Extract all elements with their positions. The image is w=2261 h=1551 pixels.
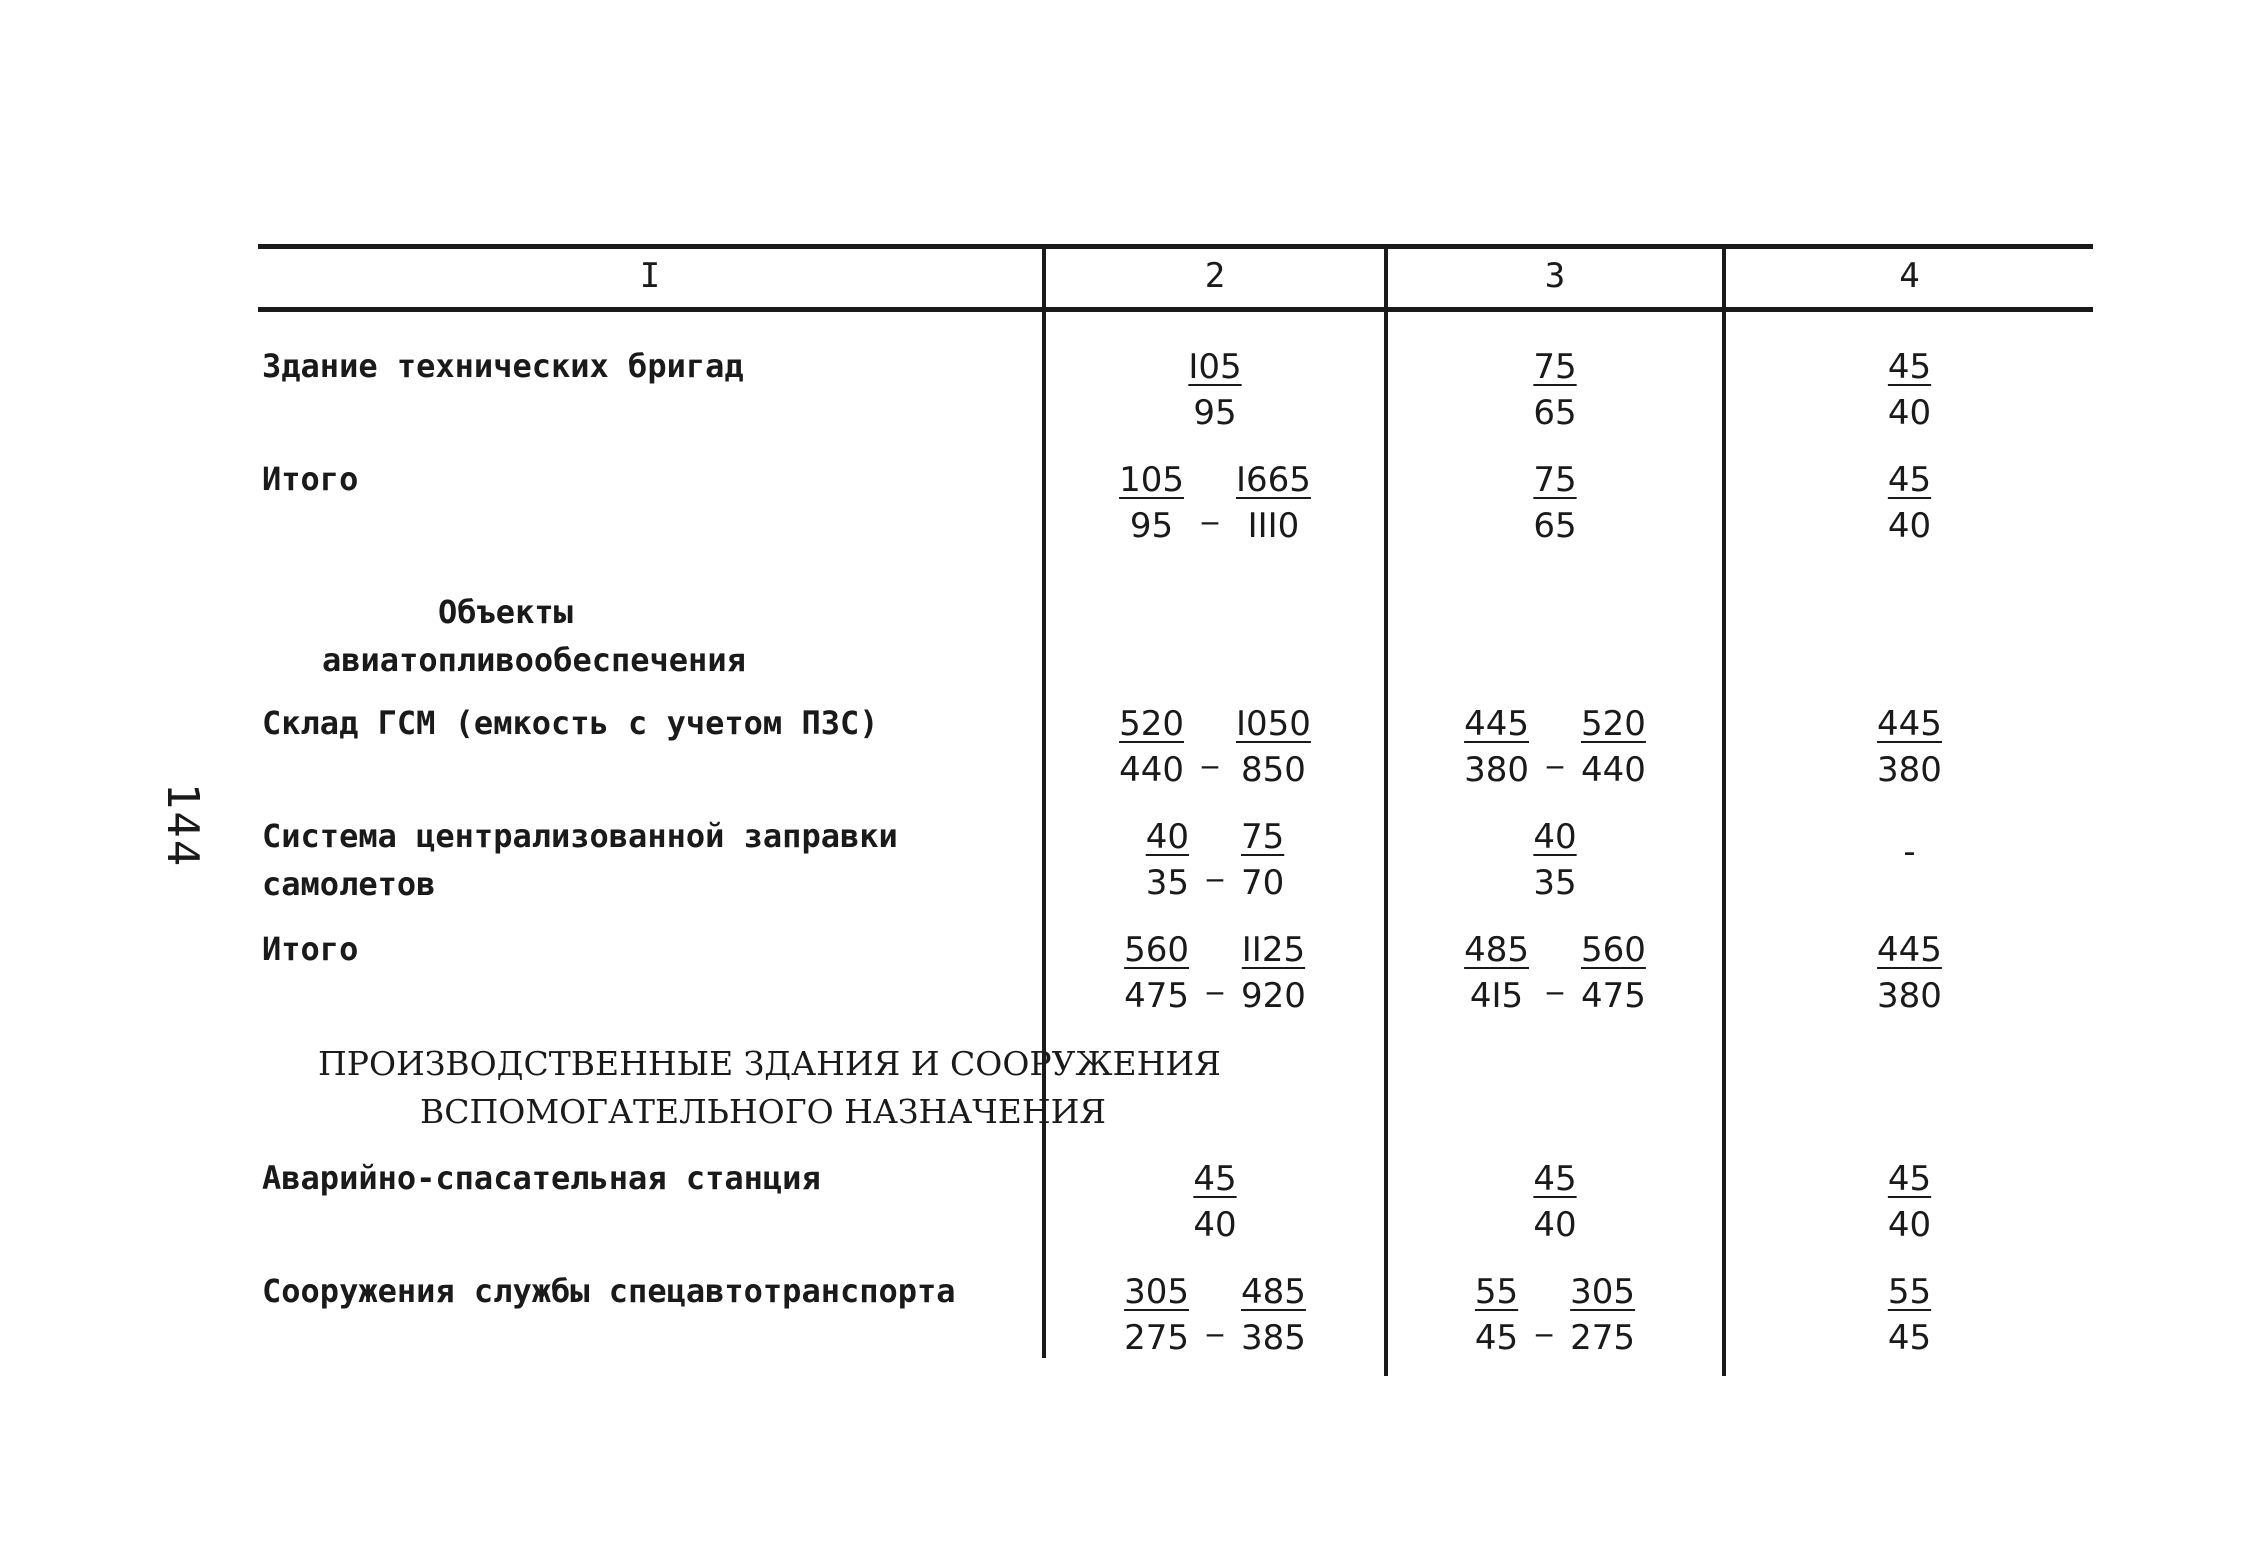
table-cell-col2 xyxy=(1046,344,1384,436)
row-label: Итого xyxy=(262,930,359,968)
row-label: Сооружения службы спецавтотранспорта xyxy=(262,1272,956,1310)
range-dash: _ xyxy=(1207,1299,1223,1337)
denominator: 920 xyxy=(1241,976,1306,1016)
denominator: 4I5 xyxy=(1469,976,1524,1016)
section-heading-line: Объекты xyxy=(438,593,573,631)
denominator: 440 xyxy=(1581,750,1646,790)
numerator: 560 xyxy=(1124,930,1189,970)
fraction-value xyxy=(1236,701,1311,793)
section-heading-line: ПРОИЗВОДСТВЕННЫЕ ЗДАНИЯ И СООРУЖЕНИЯ xyxy=(318,1044,1221,1083)
empty-dash: - xyxy=(1903,832,1916,872)
numerator: 40 xyxy=(1533,817,1577,857)
table-cell-col3 xyxy=(1388,344,1722,436)
numerator: 445 xyxy=(1877,930,1942,970)
range-dash: _ xyxy=(1201,731,1218,769)
numerator: 45 xyxy=(1193,1159,1237,1199)
fraction-value xyxy=(1124,1269,1189,1361)
fraction-value xyxy=(1241,814,1284,906)
denominator: 45 xyxy=(1474,1318,1519,1358)
denominator: 385 xyxy=(1241,1318,1306,1358)
table-cell-col2 xyxy=(1046,701,1384,793)
denominator: 475 xyxy=(1581,976,1646,1016)
fraction-value xyxy=(1464,701,1529,793)
table-cell-col2 xyxy=(1046,927,1384,1019)
fraction-value xyxy=(1119,457,1184,549)
numerator: 520 xyxy=(1581,704,1646,744)
fraction-value xyxy=(1888,1156,1931,1248)
denominator: 850 xyxy=(1241,750,1306,790)
numerator: 485 xyxy=(1464,930,1529,970)
numerator: 560 xyxy=(1581,930,1646,970)
section-heading-line: ВСПОМОГАТЕЛЬНОГО НАЗНАЧЕНИЯ xyxy=(420,1092,1107,1131)
denominator: 475 xyxy=(1124,976,1189,1016)
fraction-value xyxy=(1581,927,1646,1019)
denominator: 380 xyxy=(1877,750,1942,790)
numerator: 485 xyxy=(1241,1272,1306,1312)
table-cell-col3 xyxy=(1388,927,1722,1019)
section-heading-line: авиатопливообеспечения xyxy=(322,641,746,679)
fraction-value xyxy=(1570,1269,1635,1361)
denominator: 275 xyxy=(1124,1318,1189,1358)
denominator: 40 xyxy=(1887,393,1932,433)
header-col-1: I xyxy=(639,256,661,296)
numerator: 75 xyxy=(1533,347,1577,387)
row-label: Здание технических бригад xyxy=(262,347,744,385)
numerator: 45 xyxy=(1887,347,1932,387)
numerator: 75 xyxy=(1241,817,1285,857)
fraction-value xyxy=(1146,814,1189,906)
denominator: 440 xyxy=(1119,750,1184,790)
fraction-value xyxy=(1119,701,1184,793)
numerator: 520 xyxy=(1119,704,1184,744)
table-cell-col2 xyxy=(1046,1156,1384,1248)
page-number: 144 xyxy=(157,782,209,869)
row-label: Система централизованной заправки xyxy=(262,817,898,855)
header-col-3: 3 xyxy=(1544,256,1566,296)
fraction-value xyxy=(1581,701,1646,793)
row-label: Итого xyxy=(262,460,359,498)
denominator: 65 xyxy=(1533,393,1577,433)
header-col-4: 4 xyxy=(1899,256,1920,296)
numerator: 45 xyxy=(1533,1159,1577,1199)
denominator: 40 xyxy=(1887,1205,1932,1245)
numerator: 55 xyxy=(1887,1272,1932,1312)
table-cell-col4 xyxy=(1726,927,2093,1019)
range-dash: _ xyxy=(1207,957,1223,995)
range-dash: _ xyxy=(1201,487,1218,525)
denominator: 275 xyxy=(1570,1318,1636,1358)
numerator: II25 xyxy=(1241,930,1306,970)
table-cell-col4 xyxy=(1726,457,2093,549)
fraction-value xyxy=(1877,927,1942,1019)
fraction-value xyxy=(1888,344,1931,436)
numerator: 105 xyxy=(1119,460,1184,500)
row-label: Склад ГСМ (емкость с учетом ПЗС) xyxy=(262,704,879,742)
denominator: 40 xyxy=(1193,1205,1237,1245)
table-cell-col3 xyxy=(1388,457,1722,549)
table-header-rule xyxy=(258,307,2093,312)
numerator: 75 xyxy=(1533,460,1577,500)
numerator: 305 xyxy=(1124,1272,1189,1312)
table-cell-col2 xyxy=(1046,814,1384,906)
fraction-value xyxy=(1533,344,1576,436)
table-cell-col4 xyxy=(1726,701,2093,793)
row-label: Аварийно-спасательная станция xyxy=(262,1159,821,1197)
table-cell-col4 xyxy=(1726,1269,2093,1361)
range-dash: _ xyxy=(1547,731,1563,769)
fraction-value xyxy=(1888,1269,1931,1361)
table-cell-col2 xyxy=(1046,1269,1384,1361)
fraction-value xyxy=(1475,1269,1518,1361)
fraction-value xyxy=(1888,457,1931,549)
denominator: 35 xyxy=(1145,863,1189,903)
denominator: 70 xyxy=(1241,863,1285,903)
fraction-value xyxy=(1193,1156,1236,1248)
numerator: 40 xyxy=(1145,817,1189,857)
range-dash: _ xyxy=(1536,1299,1553,1337)
range-dash: _ xyxy=(1547,957,1563,995)
numerator: 55 xyxy=(1474,1272,1519,1312)
denominator: 40 xyxy=(1533,1205,1577,1245)
numerator: 45 xyxy=(1887,460,1932,500)
table-cell-col4 xyxy=(1726,1156,2093,1248)
table-cell-col3 xyxy=(1388,814,1722,906)
table-cell-col3 xyxy=(1388,701,1722,793)
numerator: 305 xyxy=(1570,1272,1636,1312)
table-cell-col4 xyxy=(1726,344,2093,436)
fraction-value xyxy=(1464,927,1529,1019)
numerator: I050 xyxy=(1235,704,1311,744)
fraction-value xyxy=(1124,927,1189,1019)
fraction-value xyxy=(1877,701,1942,793)
denominator: III0 xyxy=(1247,506,1300,546)
header-col-2: 2 xyxy=(1204,256,1226,296)
range-dash: _ xyxy=(1207,844,1223,882)
fraction-value xyxy=(1188,344,1241,436)
fraction-value xyxy=(1241,1269,1306,1361)
fraction-value xyxy=(1533,1156,1576,1248)
table-top-rule xyxy=(258,244,2093,249)
fraction-value xyxy=(1241,927,1306,1019)
numerator: I665 xyxy=(1235,460,1311,500)
denominator: 95 xyxy=(1193,393,1237,433)
row-label: самолетов xyxy=(262,865,436,903)
denominator: 95 xyxy=(1129,506,1174,546)
table-cell-col2 xyxy=(1046,457,1384,549)
denominator: 380 xyxy=(1464,750,1529,790)
denominator: 45 xyxy=(1887,1318,1932,1358)
fraction-value xyxy=(1236,457,1311,549)
denominator: 35 xyxy=(1533,863,1577,903)
numerator: I05 xyxy=(1188,347,1242,387)
numerator: 45 xyxy=(1887,1159,1932,1199)
fraction-value xyxy=(1533,814,1576,906)
numerator: 445 xyxy=(1877,704,1942,744)
table-cell-col3 xyxy=(1388,1156,1722,1248)
numerator: 445 xyxy=(1464,704,1529,744)
table-cell-col4 xyxy=(1726,814,2093,872)
table-cell-col3 xyxy=(1388,1269,1722,1361)
denominator: 40 xyxy=(1887,506,1932,546)
fraction-value xyxy=(1533,457,1576,549)
denominator: 65 xyxy=(1533,506,1577,546)
denominator: 380 xyxy=(1877,976,1942,1016)
